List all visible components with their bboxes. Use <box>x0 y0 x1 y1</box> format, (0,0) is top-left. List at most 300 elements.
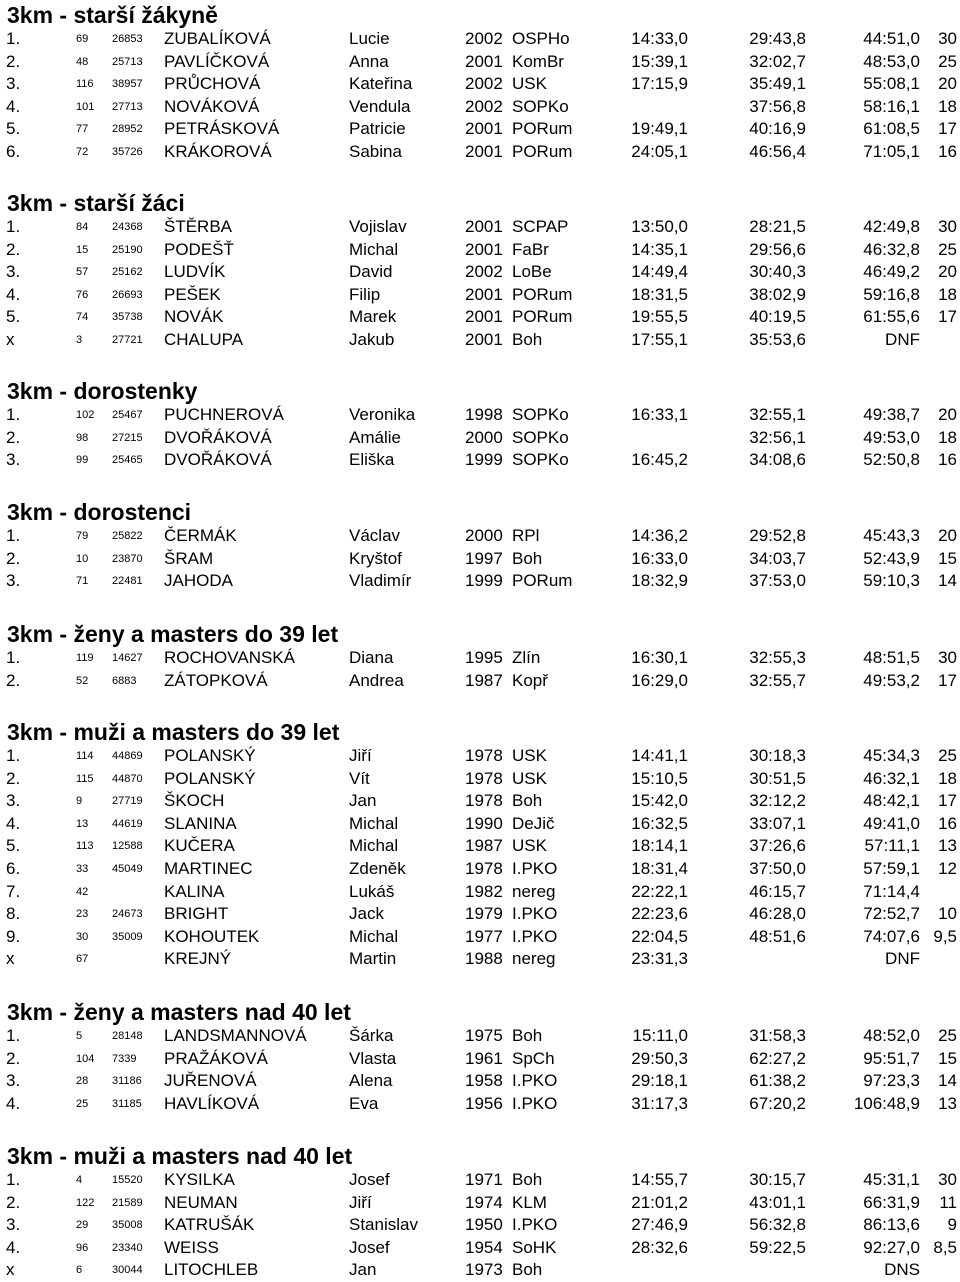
split-time-2-cell: 40:19,5 <box>749 307 806 327</box>
first-name-cell: Marek <box>349 307 397 327</box>
first-name-cell: Kateřina <box>349 74 413 94</box>
split-time-1-cell: 14:49,4 <box>631 262 688 282</box>
bib-number-cell: 114 <box>76 750 94 762</box>
result-row <box>0 449 960 472</box>
first-name-cell: Vít <box>349 768 370 788</box>
bib-number-cell: 115 <box>76 772 94 785</box>
bib-number-cell: 4 <box>76 1174 83 1186</box>
split-time-1-cell: 16:33,1 <box>631 405 688 424</box>
registration-number-cell: 26853 <box>112 33 143 45</box>
birth-year-cell: 1997 <box>465 548 503 568</box>
split-time-2-cell: 46:56,4 <box>749 142 806 161</box>
club-cell: USK <box>512 74 547 94</box>
bib-number-cell: 10 <box>76 552 89 565</box>
split-time-1-cell: 15:42,0 <box>631 791 688 811</box>
birth-year-cell: 2001 <box>465 51 503 71</box>
bib-number-cell: 48 <box>76 55 89 68</box>
club-cell: Boh <box>512 791 543 811</box>
final-time-cell: 48:42,1 <box>863 791 920 811</box>
bib-number-cell: 42 <box>76 885 89 898</box>
surname-cell: KUČERA <box>164 836 235 856</box>
result-row <box>0 306 960 329</box>
points-cell: 30 <box>938 217 957 236</box>
result-row <box>0 1169 960 1192</box>
points-cell: 20 <box>938 262 957 282</box>
points-cell: 12 <box>938 859 957 878</box>
birth-year-cell: 2002 <box>465 74 503 94</box>
surname-cell: ČERMÁK <box>164 526 237 545</box>
final-time-cell: 49:41,0 <box>863 813 920 833</box>
split-time-2-cell: 46:28,0 <box>749 904 806 924</box>
result-row <box>0 404 960 427</box>
points-cell: 8,5 <box>933 1237 957 1257</box>
split-time-1-cell: 17:55,1 <box>631 330 688 349</box>
split-time-2-cell: 46:15,7 <box>749 881 806 901</box>
rank-cell: 8. <box>6 904 21 924</box>
first-name-cell: Michal <box>349 813 399 833</box>
rank-cell: 2. <box>6 427 21 447</box>
rank-cell: 4. <box>6 1237 21 1257</box>
club-cell: FaBr <box>512 239 549 259</box>
split-time-1-cell: 14:33,0 <box>631 29 688 48</box>
club-cell: Boh <box>512 330 543 349</box>
surname-cell: PODEŠŤ <box>164 239 234 259</box>
points-cell: 15 <box>938 1048 957 1068</box>
final-time-cell: 86:13,6 <box>863 1215 920 1235</box>
surname-cell: SLANINA <box>164 813 237 833</box>
club-cell: Boh <box>512 1260 543 1280</box>
bib-number-cell: 6 <box>76 1264 83 1277</box>
split-time-1-cell: 29:18,1 <box>631 1071 688 1091</box>
club-cell: SOPKo <box>512 427 569 447</box>
bib-number-cell: 104 <box>76 1052 95 1065</box>
rank-cell: 3. <box>6 74 21 94</box>
split-time-2-cell: 59:22,5 <box>749 1237 806 1257</box>
split-time-2-cell: 37:50,0 <box>749 859 806 878</box>
bib-number-cell: 52 <box>76 674 89 687</box>
points-cell: 11 <box>939 1192 957 1212</box>
registration-number-cell: 25713 <box>112 55 143 68</box>
club-cell: I.PKO <box>512 1093 558 1113</box>
points-cell: 20 <box>938 74 957 94</box>
final-time-cell: 48:52,0 <box>863 1026 920 1045</box>
bib-number-cell: 13 <box>76 817 89 830</box>
result-row <box>0 141 960 164</box>
first-name-cell: Vladimír <box>349 571 412 591</box>
split-time-1-cell: 22:23,6 <box>631 904 688 924</box>
club-cell: I.PKO <box>512 926 558 946</box>
birth-year-cell: 2002 <box>465 262 503 282</box>
points-cell: 30 <box>938 1170 957 1189</box>
rank-cell: 1. <box>6 405 21 424</box>
split-time-1-cell: 14:41,1 <box>631 746 688 765</box>
result-row <box>0 1070 960 1093</box>
split-time-2-cell: 32:55,1 <box>749 405 806 424</box>
split-time-2-cell: 37:53,0 <box>749 571 806 591</box>
split-time-2-cell: 38:02,9 <box>749 284 806 304</box>
first-name-cell: Filip <box>349 284 381 304</box>
club-cell: Kopř <box>512 670 548 690</box>
section-title: 3km - dorostenky <box>7 378 198 404</box>
rank-cell: 9. <box>6 926 21 946</box>
birth-year-cell: 2000 <box>465 526 503 545</box>
split-time-1-cell: 22:04,5 <box>631 926 688 946</box>
result-row <box>0 239 960 262</box>
birth-year-cell: 2001 <box>465 239 503 259</box>
section-title: 3km - ženy a masters nad 40 let <box>7 999 351 1025</box>
birth-year-cell: 2001 <box>465 330 503 349</box>
registration-number-cell: 26693 <box>112 288 143 301</box>
final-time-cell: 92:27,0 <box>863 1237 920 1257</box>
first-name-cell: Amálie <box>349 427 401 447</box>
birth-year-cell: 1973 <box>465 1260 503 1280</box>
birth-year-cell: 1978 <box>465 768 503 788</box>
rank-cell: 2. <box>6 51 21 71</box>
split-time-2-cell: 30:18,3 <box>749 746 806 765</box>
club-cell: KLM <box>512 1192 547 1212</box>
final-time-cell: 52:43,9 <box>863 548 920 568</box>
bib-number-cell: 25 <box>76 1097 89 1110</box>
birth-year-cell: 1982 <box>465 881 503 901</box>
club-cell: USK <box>512 746 547 765</box>
registration-number-cell: 25822 <box>112 530 143 542</box>
result-row <box>0 881 960 904</box>
rank-cell: 2. <box>6 1048 21 1068</box>
final-time-cell: 46:32,1 <box>863 768 920 788</box>
points-cell: 17 <box>938 307 957 327</box>
final-time-cell: 48:51,5 <box>863 648 920 667</box>
rank-cell: 4. <box>6 1093 21 1113</box>
first-name-cell: Stanislav <box>349 1215 418 1235</box>
first-name-cell: Sabina <box>349 142 402 161</box>
points-cell: 25 <box>938 746 957 765</box>
registration-number-cell: 35009 <box>112 930 143 943</box>
bib-number-cell: 33 <box>76 863 89 875</box>
registration-number-cell: 15520 <box>112 1174 143 1186</box>
club-cell: SOPKo <box>512 450 569 470</box>
final-time-cell: 72:52,7 <box>863 904 920 924</box>
surname-cell: MARTINEC <box>164 859 253 878</box>
bib-number-cell: 77 <box>76 123 89 136</box>
final-time-cell: 95:51,7 <box>863 1048 920 1068</box>
split-time-2-cell: 32:56,1 <box>749 427 806 447</box>
first-name-cell: Kryštof <box>349 548 402 568</box>
first-name-cell: Eliška <box>349 450 395 470</box>
result-row <box>0 790 960 813</box>
result-row <box>0 835 960 858</box>
result-row <box>0 813 960 836</box>
first-name-cell: Diana <box>349 648 394 667</box>
registration-number-cell: 38957 <box>112 78 143 91</box>
registration-number-cell: 44870 <box>112 772 143 785</box>
rank-cell: 3. <box>6 1215 21 1235</box>
rank-cell: 6. <box>6 859 21 878</box>
split-time-2-cell: 37:56,8 <box>749 96 806 116</box>
bib-number-cell: 30 <box>76 930 89 943</box>
surname-cell: KALINA <box>164 881 225 901</box>
bib-number-cell: 74 <box>76 311 89 324</box>
points-cell: 13 <box>938 1093 957 1113</box>
split-time-1-cell: 17:15,9 <box>631 74 688 94</box>
rank-cell: 4. <box>6 813 21 833</box>
birth-year-cell: 1979 <box>465 904 503 924</box>
registration-number-cell: 28148 <box>112 1030 143 1042</box>
final-time-cell: 57:11,1 <box>864 836 920 856</box>
first-name-cell: David <box>349 262 393 282</box>
rank-cell: 2. <box>6 548 21 568</box>
final-time-cell: 49:38,7 <box>863 405 920 424</box>
section-title: 3km - starší žákyně <box>7 2 218 28</box>
surname-cell: PRŮCHOVÁ <box>164 74 261 94</box>
registration-number-cell: 27719 <box>112 795 143 808</box>
registration-number-cell: 27713 <box>112 100 143 113</box>
split-time-1-cell: 19:49,1 <box>631 119 688 139</box>
split-time-2-cell: 34:08,6 <box>749 450 806 470</box>
surname-cell: PEŠEK <box>164 284 221 304</box>
points-cell: 17 <box>938 119 957 139</box>
first-name-cell: Martin <box>349 949 397 969</box>
club-cell: SCPAP <box>512 217 569 236</box>
split-time-2-cell: 29:56,6 <box>749 239 806 259</box>
result-row <box>0 1214 960 1237</box>
first-name-cell: Josef <box>349 1170 390 1189</box>
registration-number-cell: 21589 <box>112 1196 143 1209</box>
registration-number-cell: 7339 <box>112 1052 137 1065</box>
split-time-1-cell: 16:33,0 <box>631 548 688 568</box>
first-name-cell: Josef <box>349 1237 390 1257</box>
club-cell: RPl <box>512 526 540 545</box>
bib-number-cell: 69 <box>76 33 89 45</box>
points-cell: 15 <box>938 548 957 568</box>
bib-number-cell: 79 <box>76 530 89 542</box>
first-name-cell: Vendula <box>349 96 411 116</box>
birth-year-cell: 2001 <box>465 119 503 139</box>
final-time-cell: 45:34,3 <box>863 746 920 765</box>
points-cell: 25 <box>938 239 957 259</box>
final-time-cell: 59:16,8 <box>863 284 920 304</box>
result-row <box>0 216 960 239</box>
split-time-2-cell: 29:43,8 <box>749 29 806 48</box>
birth-year-cell: 2000 <box>465 427 503 447</box>
club-cell: USK <box>512 836 547 856</box>
final-time-cell: 46:32,8 <box>863 239 920 259</box>
split-time-2-cell: 61:38,2 <box>749 1071 806 1091</box>
club-cell: LoBe <box>512 262 552 282</box>
points-cell: 25 <box>938 1026 957 1045</box>
split-time-2-cell: 35:53,6 <box>749 330 806 349</box>
points-cell: 18 <box>938 96 957 116</box>
points-cell: 18 <box>938 284 957 304</box>
final-time-cell: 45:31,1 <box>863 1170 920 1189</box>
rank-cell: 3. <box>6 571 21 591</box>
final-time-cell: DNS <box>884 1260 920 1280</box>
birth-year-cell: 1971 <box>465 1170 503 1189</box>
points-cell: 30 <box>938 29 957 48</box>
rank-cell: 4. <box>6 284 21 304</box>
split-time-2-cell: 30:15,7 <box>749 1170 806 1189</box>
points-cell: 14 <box>938 1071 957 1091</box>
club-cell: I.PKO <box>512 1071 558 1091</box>
result-row <box>0 1237 960 1260</box>
first-name-cell: Zdeněk <box>349 859 406 878</box>
rank-cell: 2. <box>6 239 21 259</box>
first-name-cell: Vlasta <box>349 1048 397 1068</box>
split-time-2-cell: 43:01,1 <box>749 1192 806 1212</box>
points-cell: 17 <box>938 791 957 811</box>
registration-number-cell: 35738 <box>112 311 143 324</box>
split-time-1-cell: 27:46,9 <box>631 1215 688 1235</box>
section-title: 3km - ženy a masters do 39 let <box>7 621 339 647</box>
result-row <box>0 1259 960 1282</box>
points-cell: 20 <box>938 526 957 545</box>
split-time-2-cell: 30:51,5 <box>749 768 806 788</box>
surname-cell: KRÁKOROVÁ <box>164 142 272 161</box>
surname-cell: JAHODA <box>164 571 233 591</box>
rank-cell: 2. <box>6 1192 21 1212</box>
club-cell: SOPKo <box>512 96 569 116</box>
first-name-cell: Michal <box>349 926 399 946</box>
bib-number-cell: 98 <box>76 431 89 444</box>
surname-cell: POLANSKÝ <box>164 746 256 765</box>
birth-year-cell: 1974 <box>465 1192 503 1212</box>
club-cell: nereg <box>512 881 556 901</box>
birth-year-cell: 1987 <box>465 670 503 690</box>
surname-cell: KYSILKA <box>164 1170 235 1189</box>
rank-cell: 5. <box>6 119 21 139</box>
final-time-cell: 74:07,6 <box>863 926 920 946</box>
first-name-cell: Michal <box>349 836 399 856</box>
surname-cell: WEISS <box>164 1237 219 1257</box>
split-time-1-cell: 14:36,2 <box>631 526 688 545</box>
registration-number-cell: 24368 <box>112 221 143 233</box>
rank-cell: 2. <box>6 670 21 690</box>
points-cell: 9 <box>947 1215 957 1235</box>
final-time-cell: 71:14,4 <box>863 881 920 901</box>
first-name-cell: Andrea <box>349 670 404 690</box>
points-cell: 14 <box>938 571 957 591</box>
final-time-cell: 59:10,3 <box>863 571 920 591</box>
result-row <box>0 670 960 693</box>
surname-cell: KREJNÝ <box>164 949 232 969</box>
final-time-cell: 61:55,6 <box>863 307 920 327</box>
registration-number-cell: 25162 <box>112 266 143 279</box>
result-row <box>0 96 960 119</box>
split-time-2-cell: 40:16,9 <box>749 119 806 139</box>
surname-cell: ŠKOCH <box>164 791 225 811</box>
birth-year-cell: 1978 <box>465 791 503 811</box>
points-cell: 10 <box>938 904 957 924</box>
surname-cell: HAVLÍKOVÁ <box>164 1093 260 1113</box>
surname-cell: ŠTĚRBA <box>164 217 233 236</box>
split-time-2-cell: 37:26,6 <box>749 836 806 856</box>
split-time-2-cell: 32:55,3 <box>749 648 806 667</box>
club-cell: Boh <box>512 548 543 568</box>
final-time-cell: 44:51,0 <box>863 29 920 48</box>
bib-number-cell: 29 <box>76 1219 89 1232</box>
surname-cell: NEUMAN <box>164 1192 238 1212</box>
result-row <box>0 745 960 768</box>
points-cell: 18 <box>938 427 957 447</box>
registration-number-cell: 25190 <box>112 243 143 256</box>
birth-year-cell: 2001 <box>465 142 503 161</box>
birth-year-cell: 2001 <box>465 307 503 327</box>
registration-number-cell: 30044 <box>112 1264 143 1277</box>
first-name-cell: Veronika <box>349 405 416 424</box>
section-title: 3km - starší žáci <box>7 190 185 216</box>
split-time-1-cell: 16:30,1 <box>631 648 688 667</box>
final-time-cell: 58:16,1 <box>863 96 920 116</box>
rank-cell: 4. <box>6 96 21 116</box>
surname-cell: DVOŘÁKOVÁ <box>164 450 272 470</box>
first-name-cell: Šárka <box>349 1026 394 1045</box>
club-cell: nereg <box>512 949 556 969</box>
registration-number-cell: 25467 <box>112 409 143 421</box>
surname-cell: NOVÁKOVÁ <box>164 96 260 116</box>
split-time-1-cell: 14:55,7 <box>631 1170 688 1189</box>
points-cell: 9,5 <box>933 926 957 946</box>
bib-number-cell: 57 <box>76 266 89 279</box>
birth-year-cell: 1975 <box>465 1026 503 1045</box>
first-name-cell: Vojislav <box>349 217 407 236</box>
bib-number-cell: 84 <box>76 221 89 233</box>
registration-number-cell: 12588 <box>112 840 143 853</box>
birth-year-cell: 1954 <box>465 1237 503 1257</box>
split-time-1-cell: 18:32,9 <box>631 571 688 591</box>
first-name-cell: Jiří <box>349 746 372 765</box>
surname-cell: BRIGHT <box>164 904 229 924</box>
surname-cell: LUDVÍK <box>164 262 226 282</box>
rank-cell: 1. <box>6 29 21 48</box>
rank-cell: 3. <box>6 791 21 811</box>
final-time-cell: 49:53,0 <box>863 427 920 447</box>
bib-number-cell: 28 <box>76 1075 89 1088</box>
split-time-2-cell: 30:40,3 <box>749 262 806 282</box>
birth-year-cell: 2002 <box>465 96 503 116</box>
surname-cell: KATRUŠÁK <box>164 1215 255 1235</box>
final-time-cell: DNF <box>885 949 920 969</box>
split-time-1-cell: 28:32,6 <box>631 1237 688 1257</box>
rank-cell: 5. <box>6 836 21 856</box>
result-row <box>0 926 960 949</box>
split-time-2-cell: 35:49,1 <box>749 74 806 94</box>
result-row <box>0 948 960 971</box>
final-time-cell: 71:05,1 <box>863 142 920 161</box>
birth-year-cell: 2002 <box>465 29 503 48</box>
points-cell: 20 <box>938 405 957 424</box>
split-time-1-cell: 15:39,1 <box>631 51 688 71</box>
surname-cell: PETRÁSKOVÁ <box>164 119 280 139</box>
split-time-2-cell: 67:20,2 <box>749 1093 806 1113</box>
split-time-1-cell: 18:14,1 <box>631 836 688 856</box>
club-cell: SOPKo <box>512 405 569 424</box>
surname-cell: DVOŘÁKOVÁ <box>164 427 272 447</box>
rank-cell: 2. <box>6 768 21 788</box>
split-time-2-cell: 62:27,2 <box>749 1048 806 1068</box>
registration-number-cell: 14627 <box>112 652 143 664</box>
split-time-1-cell: 16:32,5 <box>631 813 688 833</box>
rank-cell: 3. <box>6 450 21 470</box>
club-cell: USK <box>512 768 547 788</box>
surname-cell: KOHOUTEK <box>164 926 260 946</box>
split-time-1-cell: 13:50,0 <box>631 217 688 236</box>
club-cell: PORum <box>512 119 573 139</box>
surname-cell: CHALUPA <box>164 330 244 349</box>
final-time-cell: 42:49,8 <box>863 217 920 236</box>
birth-year-cell: 1978 <box>465 746 503 765</box>
final-time-cell: 106:48,9 <box>853 1093 920 1113</box>
split-time-1-cell: 15:10,5 <box>631 768 688 788</box>
result-row <box>0 118 960 141</box>
